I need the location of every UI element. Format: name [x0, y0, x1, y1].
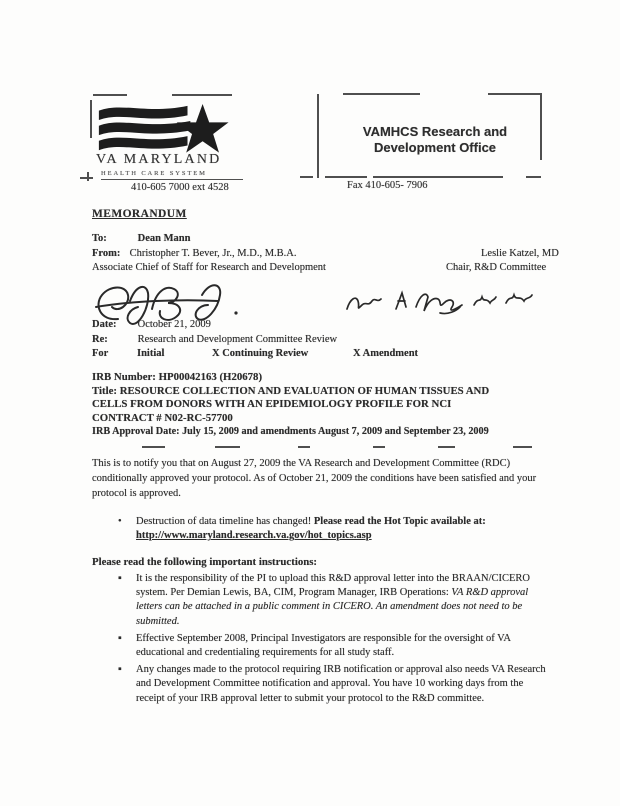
scan-line: [300, 176, 313, 178]
scan-line: [513, 446, 532, 448]
instruction-1-regular: It is the responsibility of the PI to upload this R&D approval letter into the BRAAN/CICERO system. Per Demian Lewis, BA, CIM, Program Manager, IRB Operations:: [136, 573, 531, 599]
hot-topics-url-link[interactable]: http://www.maryland.research.va.gov/hot_topics.asp: [136, 530, 372, 542]
fax-number: Fax 410-605- 7906: [347, 180, 428, 191]
va-flag-star-logo-icon: [97, 102, 229, 156]
org-phone: 410-605 7000 ext 4528: [131, 182, 229, 193]
hot-topic-bold: Please read the Hot Topic available at:: [313, 516, 486, 527]
irb-approval-date: IRB Approval Date: July 15, 2009 and amendments August 7, 2009 and September 23, 2009: [92, 426, 489, 438]
scan-line: [373, 446, 385, 448]
for-label: For: [92, 348, 109, 359]
scan-line: [142, 446, 165, 448]
irb-number: IRB Number: HP00042163 (H20678): [92, 371, 263, 383]
bullet-icon: ▪: [118, 573, 122, 584]
instructions-heading: Please read the following important instructions:: [92, 556, 318, 568]
scan-line: [80, 177, 93, 179]
hot-topic-text: [136, 515, 550, 543]
scan-line: [373, 176, 503, 178]
scan-line: [540, 93, 542, 160]
protocol-title-line3: CONTRACT # N02-RC-57700: [92, 411, 233, 424]
scan-line: [172, 94, 232, 96]
from-label: From:: [92, 247, 121, 259]
notify-paragraph: This is to notify you that on August 27, 2009 the VA Research and Development Committee (RDC) conditionally approved your protocol. As of October 21, 2009 the conditions have been satisfied and your protocol is approved.: [92, 458, 537, 499]
signature-leslie-katzel: [344, 287, 539, 319]
instruction-3-text: Any changes made to the protocol requiring IRB notification or approval also needs VA Research and Development Committee notification and approval. You have 10 working days from the receipt of your IRB approval letter to submit your protocol to the R&D committee.: [136, 664, 546, 704]
protocol-title-line2: CELLS FROM DONORS WITH AN EPIDEMIOLOGY PROFILE FOR NCI: [92, 398, 452, 411]
to-label: To:: [92, 233, 107, 244]
from-value: Christopher T. Bever, Jr., M.D., M.B.A.: [129, 247, 297, 259]
cosigner-title: Chair, R&D Committee: [446, 262, 547, 273]
from-title: Associate Chief of Staff for Research and Development: [92, 262, 326, 273]
protocol-title-line1: Title: RESOURCE COLLECTION AND EVALUATION OF HUMAN TISSUES AND: [92, 384, 490, 397]
scan-line: [215, 446, 240, 448]
office-title-line1: VAMHCS Research and: [362, 124, 508, 139]
scan-line: [343, 93, 420, 95]
to-value: Dean Mann: [137, 233, 191, 244]
scan-line: [298, 446, 310, 448]
office-title-line2: Development Office: [373, 139, 497, 155]
header-divider-line: [317, 94, 319, 178]
instructions-list: [118, 572, 554, 709]
scan-line: [526, 176, 541, 178]
hot-topic-regular: Destruction of data timeline has changed!: [136, 516, 314, 527]
bullet-icon: ▪: [118, 632, 122, 644]
for-continuing-review-option: X Continuing Review: [212, 348, 309, 359]
bullet-icon: ▪: [118, 664, 122, 676]
instruction-1-text: [136, 572, 554, 629]
bullet-icon: •: [118, 516, 122, 527]
instruction-1-italic: VA R&D approval letters can be attached in a public comment in CICERO. An amendment does not need to be submitted.: [136, 587, 529, 627]
re-value: Research and Development Committee Review: [137, 333, 338, 345]
for-initial-option: Initial: [137, 348, 165, 359]
date-value: October 21, 2009: [137, 319, 211, 330]
protocol-block: [92, 371, 562, 439]
date-label: Date:: [92, 319, 117, 330]
list-item: [118, 632, 554, 660]
for-amendment-option: X Amendment: [353, 348, 419, 359]
re-label: Re:: [92, 333, 108, 345]
org-name: VA MARYLAND: [96, 152, 222, 167]
list-item: [118, 663, 554, 706]
scan-line: [488, 93, 542, 95]
memo-title: MEMORANDUM: [92, 208, 187, 220]
scan-line: [93, 94, 127, 96]
instruction-2-text: Effective September 2008, Principal Investigators are responsible for the oversight of VA educational and credentialing requirements for all study staff.: [136, 632, 511, 659]
scan-line: [90, 100, 92, 138]
hot-topic-bullet-item: [118, 515, 550, 543]
org-subtitle: HEALTH CARE SYSTEM: [101, 170, 243, 180]
cosigner-name: Leslie Katzel, MD: [481, 247, 559, 259]
address-block: [92, 233, 557, 277]
list-item: [118, 572, 554, 629]
scan-line: [325, 176, 367, 178]
date-block: [92, 319, 557, 363]
scan-line: [438, 446, 455, 448]
office-title: [335, 124, 535, 155]
